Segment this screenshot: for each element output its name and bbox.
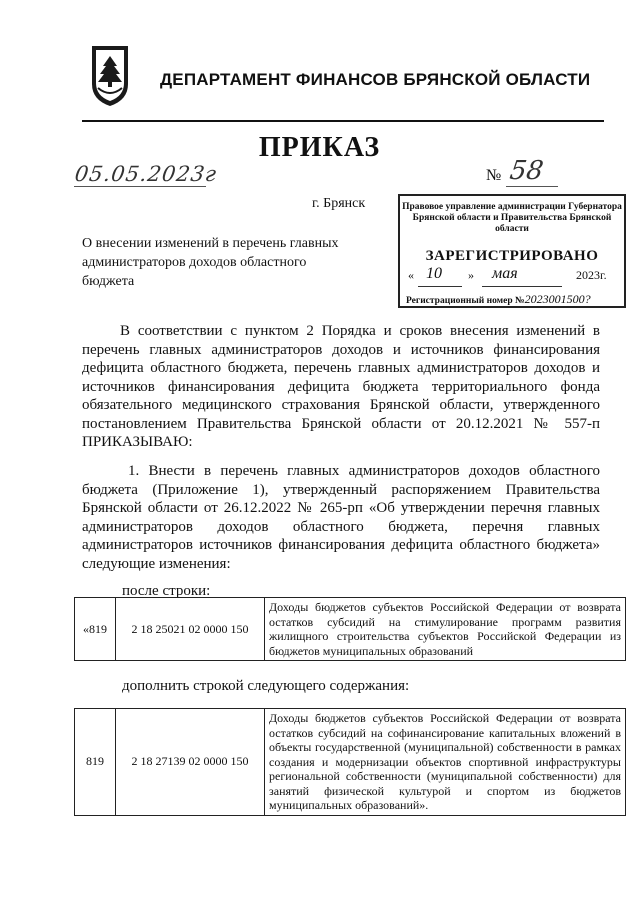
after-row-label: после строки: xyxy=(122,583,211,599)
stamp-year: 2023г. xyxy=(576,268,607,282)
stamp-registration-number: Регистрационный номер №2023001500? xyxy=(406,292,591,306)
stamp-date: « 10 » мая 2023г. xyxy=(408,268,622,288)
stamp-organization: Правовое управление администрации Губернатора Брянской области и Правительства Брянской области xyxy=(402,202,622,234)
item-1-paragraph: 1. Внести в перечень главных администраторов доходов областного бюджета (Приложение 1), утвержденный распоряжением Правительства Брянской области от 26.12.2022 № 265-рп «Об утверждении перечня главных администраторов доходов областного бюджета, перечня главных администраторов источников финансирования дефицита областного бюджета» следующие изменения: xyxy=(82,463,600,572)
description-cell: Доходы бюджетов субъектов Российской Федерации от возврата остатков субсидий на стимулирование программ развития жилищного строительства субъектов Российской Федерации из бюджетов муниципальных образований xyxy=(265,598,626,661)
handwritten-date: 05.05.2023г xyxy=(73,162,219,186)
stamp-day: 10 xyxy=(426,265,442,282)
coat-of-arms-icon xyxy=(86,44,134,108)
document-type: ПРИКАЗ xyxy=(258,132,381,163)
table-row xyxy=(75,709,626,816)
header-divider xyxy=(82,120,604,122)
date-underline xyxy=(74,186,206,187)
number-underline xyxy=(506,186,558,187)
stamp-title: ЗАРЕГИСТРИРОВАНО xyxy=(425,248,599,264)
new-row-table xyxy=(74,708,626,816)
kbk-code-cell: 2 18 25021 02 0000 150 xyxy=(116,598,265,661)
description-cell: Доходы бюджетов субъектов Российской Федерации от возврата остатков субсидий на софинансирование капитальных вложений в объекты государственной (муниципальной) собственности в рамках создания и модернизации объектов спортивной инфраструктуры региональной собственности (муниципальной собственности) для занятий физической культурой и спортом из бюджетов муниципальных образований». xyxy=(265,709,626,816)
admin-code-cell: 819 xyxy=(75,709,116,816)
existing-row-table xyxy=(74,597,626,661)
registration-stamp xyxy=(398,194,626,308)
number-label: № xyxy=(486,167,502,184)
handwritten-number: 58 xyxy=(507,156,546,186)
city-label: г. Брянск xyxy=(312,196,366,211)
add-row-label: дополнить строкой следующего содержания: xyxy=(122,678,410,694)
stamp-month: мая xyxy=(492,265,518,282)
document-subject: О внесении изменений в перечень главных администраторов доходов областного бюджета xyxy=(82,236,339,289)
kbk-code-cell: 2 18 27139 02 0000 150 xyxy=(116,709,265,816)
preamble-paragraph: В соответствии с пунктом 2 Порядка и сроков внесения изменений в перечень главных администраторов доходов и источников финансирования дефицита областного бюджета, перечень главных администраторов доходов и источников финансирования дефицита бюджета территориального фонда обязательного медицинского страхования Брянской области, утвержденного постановлением Правительства Брянской области от 20.12.2021 № 557-п ПРИКАЗЫВАЮ: xyxy=(82,323,600,450)
table-row xyxy=(75,598,626,661)
admin-code-cell: «819 xyxy=(75,598,116,661)
department-title: ДЕПАРТАМЕНТ ФИНАНСОВ БРЯНСКОЙ ОБЛАСТИ xyxy=(160,70,591,89)
